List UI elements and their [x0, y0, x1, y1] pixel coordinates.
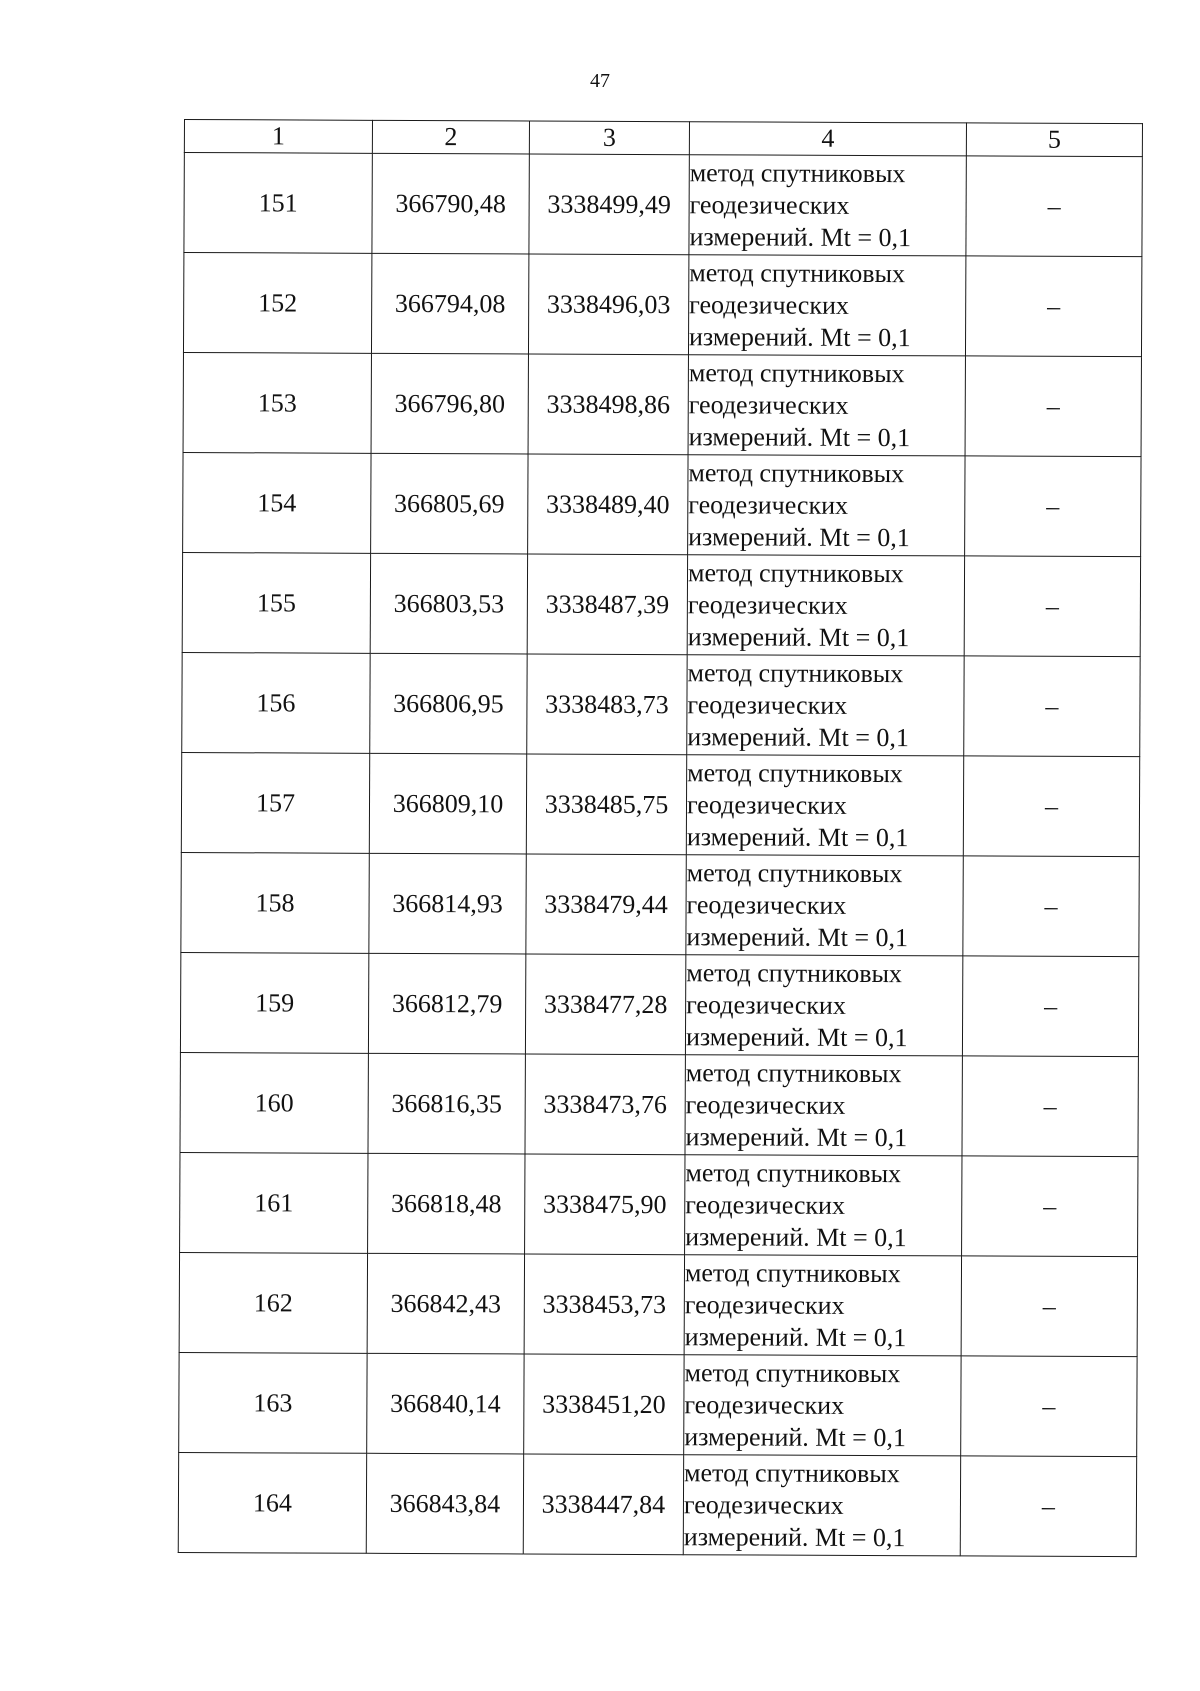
note-dash: – — [965, 356, 1141, 457]
method-description — [685, 955, 962, 1056]
coordinate-x: 366796,80 — [371, 353, 528, 454]
page-number: 47 — [590, 70, 610, 92]
point-number: 153 — [183, 352, 371, 453]
method-line: геодезических — [685, 1089, 846, 1120]
point-number: 164 — [178, 1452, 366, 1553]
note-dash: – — [962, 1056, 1138, 1157]
method-description — [684, 1255, 961, 1356]
column-header: 1 — [184, 120, 372, 154]
coordinates-table — [178, 119, 1143, 1557]
coordinate-y: 3338489,40 — [528, 454, 688, 555]
table-row — [180, 952, 1138, 1056]
method-line: метод спутниковых — [685, 1057, 902, 1088]
method-line: измерений. Mt = 0,1 — [689, 221, 912, 252]
table-row — [180, 1052, 1138, 1156]
method-line: метод спутниковых — [684, 1357, 901, 1388]
method-line: геодезических — [686, 789, 847, 820]
table-row — [181, 752, 1139, 856]
method-line: измерений. Mt = 0,1 — [687, 721, 909, 752]
column-header: 2 — [372, 120, 529, 154]
table-row — [184, 153, 1142, 257]
coordinate-y: 3338498,86 — [528, 354, 688, 455]
method-line: геодезических — [689, 289, 849, 320]
method-line: измерений. Mt = 0,1 — [688, 521, 910, 552]
coordinate-y: 3338496,03 — [528, 254, 688, 355]
method-description — [686, 755, 963, 856]
point-number: 157 — [181, 752, 369, 853]
method-line: метод спутниковых — [687, 557, 904, 588]
method-line: измерений. Mt = 0,1 — [684, 1321, 907, 1352]
coordinate-x: 366805,69 — [371, 453, 528, 554]
point-number: 154 — [183, 452, 371, 553]
note-dash: – — [961, 1356, 1137, 1457]
point-number: 155 — [182, 552, 370, 653]
table-row — [179, 1352, 1137, 1456]
coordinate-x: 366812,79 — [368, 953, 525, 1054]
method-line: метод спутниковых — [689, 157, 906, 188]
coordinate-y: 3338483,73 — [527, 654, 687, 755]
method-line: метод спутниковых — [684, 1457, 900, 1488]
note-dash: – — [962, 956, 1138, 1057]
note-dash: – — [965, 256, 1141, 357]
coordinate-y: 3338485,75 — [526, 754, 686, 855]
method-line: измерений. Mt = 0,1 — [685, 1021, 908, 1052]
column-header: 5 — [966, 123, 1142, 157]
method-line: метод спутниковых — [687, 657, 904, 688]
method-description — [688, 255, 965, 356]
method-line: измерений. Mt = 0,1 — [688, 321, 911, 352]
method-description — [687, 555, 964, 656]
note-dash: – — [966, 156, 1142, 257]
coordinate-x: 366842,43 — [367, 1253, 524, 1354]
method-line: геодезических — [686, 989, 846, 1020]
column-header: 4 — [689, 122, 966, 156]
method-description — [685, 1155, 962, 1256]
table-row — [181, 852, 1139, 956]
coordinate-x: 366816,35 — [368, 1053, 525, 1154]
method-line: метод спутниковых — [685, 1157, 902, 1188]
method-description — [684, 1355, 961, 1456]
point-number: 151 — [184, 153, 372, 254]
method-line: метод спутниковых — [686, 857, 903, 888]
coordinate-x: 366818,48 — [368, 1153, 525, 1254]
coordinate-x: 366794,08 — [371, 253, 528, 354]
method-line: измерений. Mt = 0,1 — [685, 1121, 908, 1152]
method-line: геодезических — [687, 689, 848, 720]
table-row — [182, 652, 1140, 756]
method-line: геодезических — [685, 1189, 846, 1220]
coordinate-y: 3338479,44 — [526, 854, 686, 955]
method-line: геодезических — [684, 1289, 845, 1320]
note-dash: – — [965, 456, 1141, 557]
note-dash: – — [964, 556, 1140, 657]
coordinate-x: 366840,14 — [367, 1353, 524, 1454]
table-row — [180, 1152, 1138, 1256]
method-line: метод спутниковых — [688, 357, 905, 388]
method-line: геодезических — [689, 189, 850, 220]
method-line: метод спутниковых — [684, 1257, 901, 1288]
coordinate-y: 3338473,76 — [525, 1054, 685, 1155]
method-description — [683, 1455, 960, 1556]
coordinate-x: 366814,93 — [369, 853, 526, 954]
coordinate-y: 3338477,28 — [525, 954, 685, 1055]
coordinate-x: 366803,53 — [370, 553, 527, 654]
method-line: измерений. Mt = 0,1 — [685, 1221, 907, 1252]
method-line: измерений. Mt = 0,1 — [683, 1521, 906, 1552]
method-line: геодезических — [687, 589, 848, 620]
column-header: 3 — [529, 121, 689, 155]
point-number: 160 — [180, 1052, 368, 1153]
coordinate-x: 366806,95 — [370, 653, 527, 754]
note-dash: – — [963, 856, 1139, 957]
coordinate-y: 3338453,73 — [524, 1254, 684, 1355]
method-line: метод спутниковых — [689, 257, 906, 288]
point-number: 156 — [182, 652, 370, 753]
method-line: метод спутниковых — [686, 957, 903, 988]
coordinate-x: 366809,10 — [369, 753, 526, 854]
method-description — [688, 355, 965, 456]
method-line: метод спутниковых — [688, 457, 905, 488]
method-line: геодезических — [684, 1389, 845, 1420]
coordinate-y: 3338447,84 — [523, 1454, 683, 1555]
point-number: 152 — [183, 253, 371, 354]
table-row — [183, 253, 1141, 357]
method-line: измерений. Mt = 0,1 — [684, 1421, 906, 1452]
method-line: метод спутниковых — [687, 757, 903, 788]
point-number: 161 — [180, 1152, 368, 1253]
method-line: геодезических — [686, 889, 847, 920]
method-description — [688, 455, 965, 556]
point-number: 163 — [179, 1352, 367, 1453]
method-line: измерений. Mt = 0,1 — [686, 821, 909, 852]
table-row — [178, 1452, 1136, 1556]
table-row — [183, 352, 1141, 456]
table-row — [183, 452, 1141, 556]
method-line: геодезических — [688, 389, 849, 420]
method-line: измерений. Mt = 0,1 — [688, 421, 911, 452]
method-description — [689, 155, 966, 256]
point-number: 162 — [179, 1252, 367, 1353]
point-number: 158 — [181, 852, 369, 953]
method-line: геодезических — [688, 489, 849, 520]
coordinate-x: 366790,48 — [372, 153, 529, 254]
note-dash: – — [961, 1256, 1137, 1357]
method-line: геодезических — [683, 1489, 844, 1520]
method-description — [686, 855, 963, 956]
coordinate-y: 3338451,20 — [524, 1354, 684, 1455]
note-dash: – — [964, 656, 1140, 757]
note-dash: – — [960, 1456, 1136, 1557]
method-line: измерений. Mt = 0,1 — [687, 621, 910, 652]
coordinate-x: 366843,84 — [366, 1453, 523, 1554]
note-dash: – — [963, 756, 1139, 857]
table-row — [182, 552, 1140, 656]
note-dash: – — [962, 1156, 1138, 1257]
method-description — [685, 1055, 962, 1156]
table-row — [179, 1252, 1137, 1356]
header-row — [184, 120, 1142, 157]
point-number: 159 — [180, 952, 368, 1053]
coordinate-y: 3338499,49 — [529, 154, 689, 255]
coordinate-y: 3338475,90 — [525, 1154, 685, 1255]
method-description — [687, 655, 964, 756]
method-line: измерений. Mt = 0,1 — [686, 921, 909, 952]
coordinate-y: 3338487,39 — [527, 554, 687, 655]
